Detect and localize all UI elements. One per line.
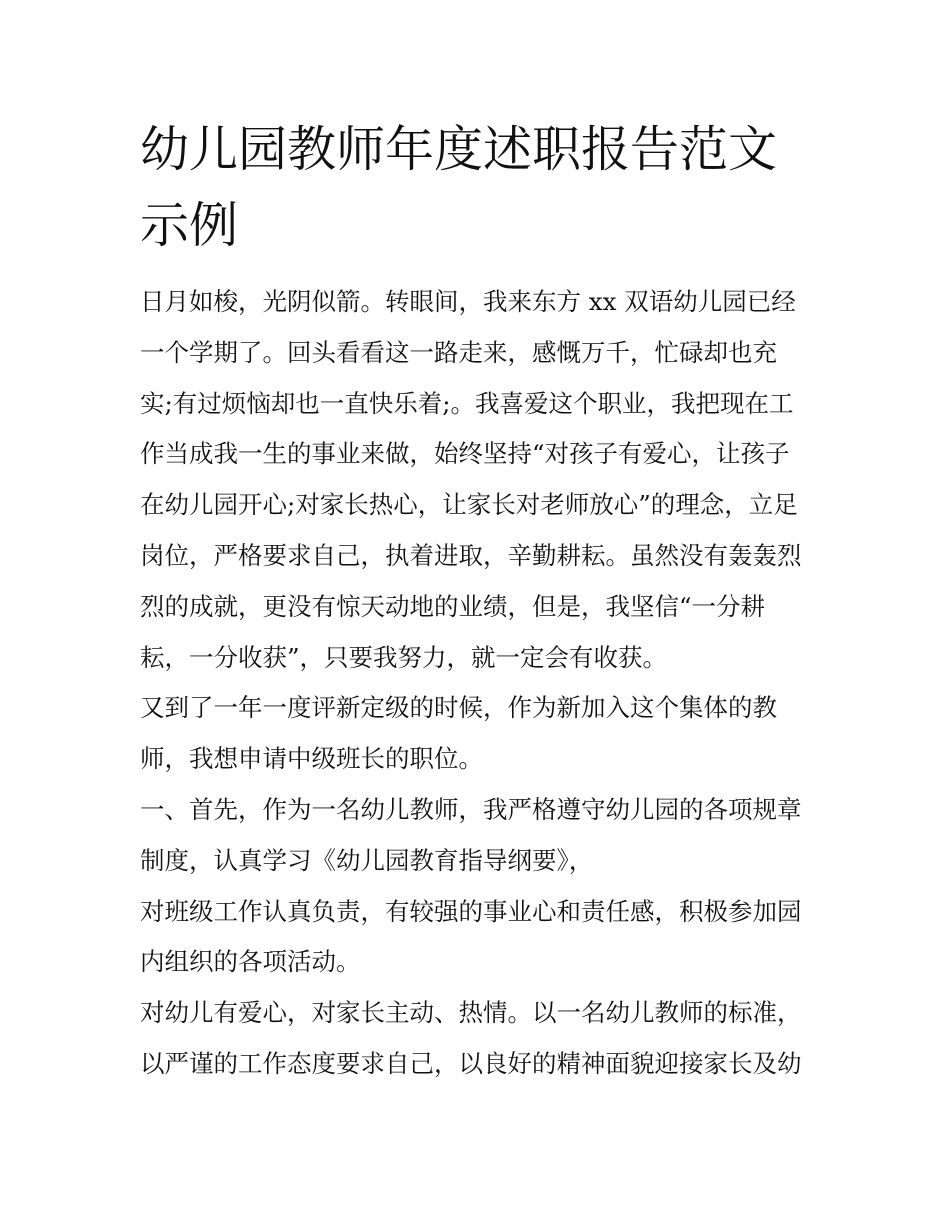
text-line: 实;有过烦恼却也一直快乐着;。我喜爱这个职业，我把现在工 (140, 388, 794, 418)
text-line: 内组织的各项活动。 (140, 947, 361, 977)
text-line: 对幼儿有爱心，对家长主动、热情。以一名幼儿教师的标准， (140, 998, 802, 1028)
text-line: 在幼儿园开心;对家长热心，让家长对老师放心”的理念，立足 (140, 490, 798, 520)
paragraph-intro (140, 277, 820, 683)
text-line: 以严谨的工作态度要求自己，以良好的精神面貌迎接家长及幼 (140, 1048, 802, 1078)
text-line: 对班级工作认真负责，有较强的事业心和责任感，积极参加园 (140, 896, 802, 926)
text-line: 师，我想申请中级班长的职位。 (140, 744, 483, 774)
text-line: 日月如梭，光阴似箭。转眼间，我来东方 xx 双语幼儿园已经 (140, 287, 796, 316)
text-line: 一、首先，作为一名幼儿教师，我严格遵守幼儿园的各项规章 (140, 794, 802, 824)
document-body (140, 277, 820, 1090)
text-line: 作当成我一生的事业来做，始终坚持“对孩子有爱心，让孩子 (140, 439, 790, 469)
paragraph-attitude (140, 988, 820, 1090)
paragraph-section-one (140, 785, 820, 887)
paragraph-application (140, 683, 820, 785)
title-line: 幼儿园教师年度述职报告范文 (140, 121, 778, 178)
title-line: 示例 (140, 197, 239, 254)
text-line: 制度，认真学习《幼儿园教育指导纲要》， (140, 845, 594, 875)
paragraph-class-work (140, 887, 820, 989)
text-line: 岗位，严格要求自己，执着进取，辛勤耕耘。虽然没有轰轰烈 (140, 540, 802, 570)
text-line: 一个学期了。回头看看这一路走来，感慨万千，忙碌却也充 (140, 337, 777, 367)
text-line: 又到了一年一度评新定级的时候，作为新加入这个集体的教 (140, 693, 777, 723)
text-line: 耘，一分收获”，只要我努力，就一定会有收获。 (140, 642, 668, 672)
document-title (140, 112, 820, 264)
text-line: 烈的成就，更没有惊天动地的业绩，但是，我坚信“一分耕 (140, 591, 766, 621)
